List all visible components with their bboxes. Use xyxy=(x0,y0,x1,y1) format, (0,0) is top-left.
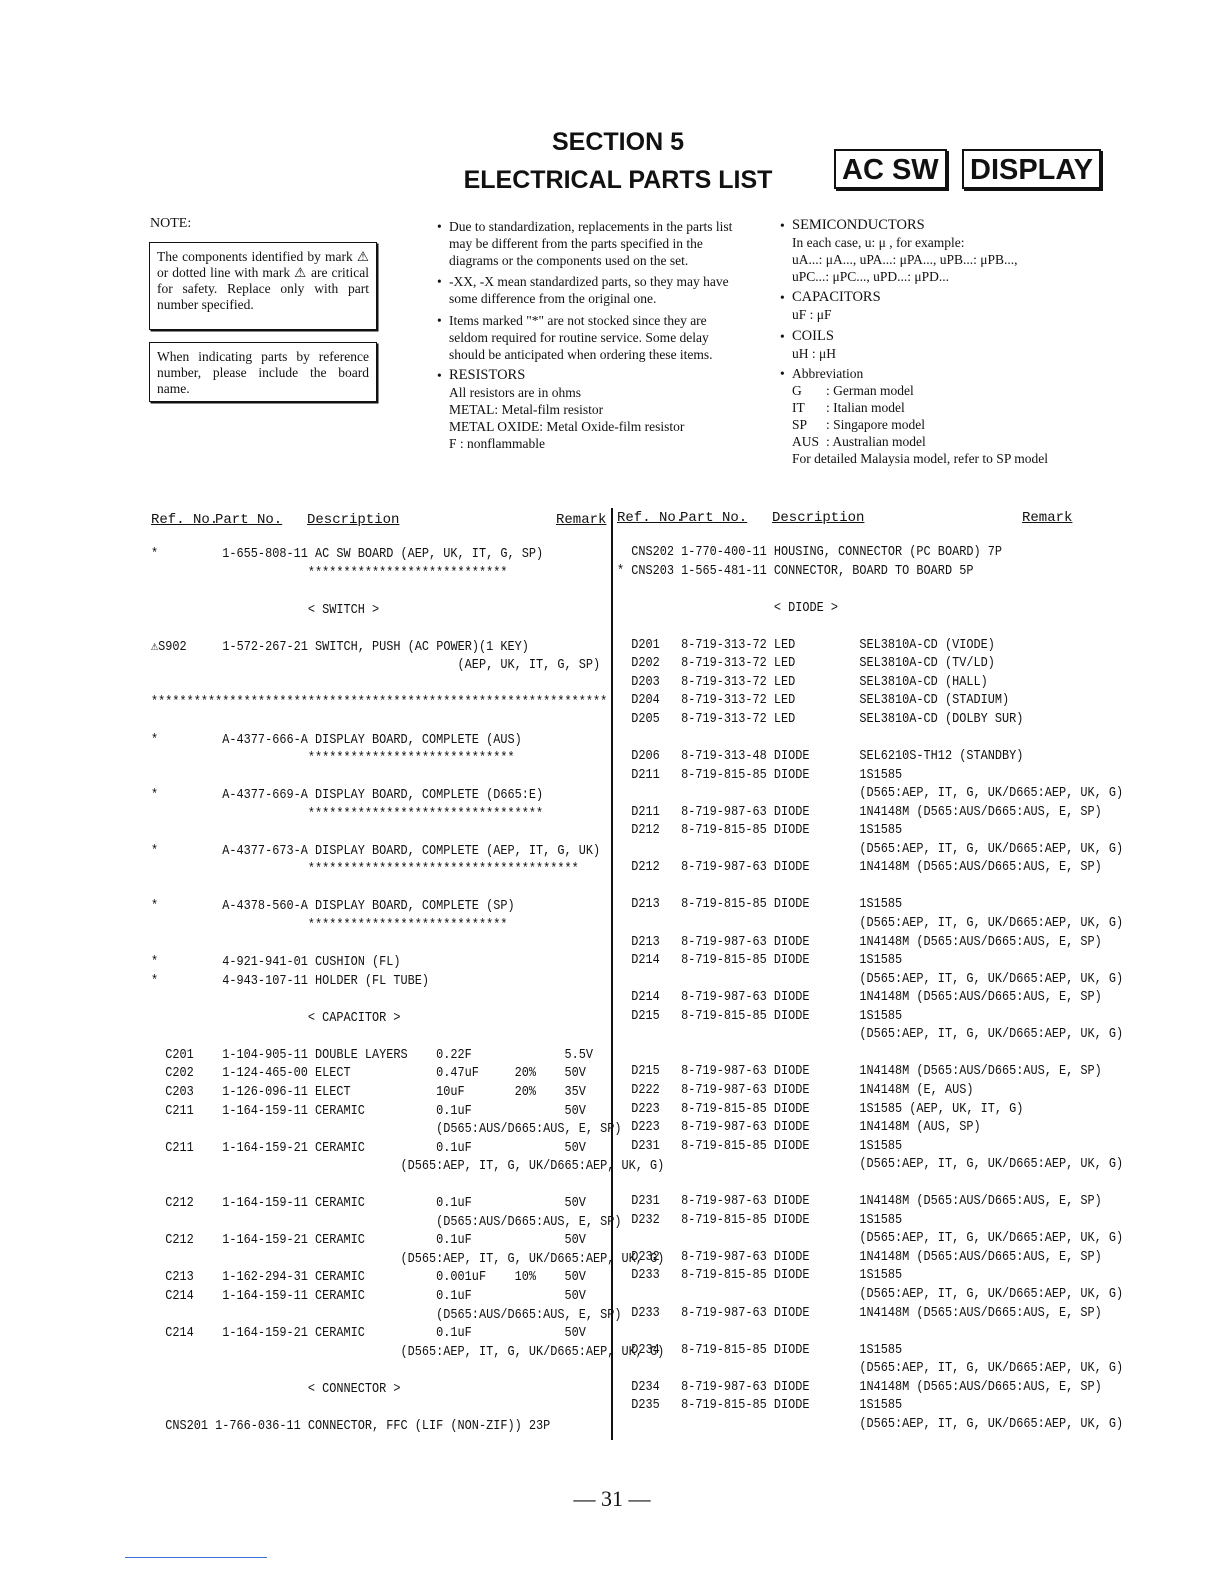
col-part-right: Part No. xyxy=(680,510,748,526)
table-row: * A-4377-669-A DISPLAY BOARD, COMPLETE (D665:E) xyxy=(151,788,544,804)
table-row: (D565:AEP, IT, G, UK/D665:AEP, UK, G) xyxy=(617,1027,1124,1043)
safety-note-box: The components identified by mark ⚠ or dotted line with mark ⚠ are critical for safety. Replace only with part number specified. xyxy=(149,242,377,330)
tag-display: DISPLAY xyxy=(962,149,1101,189)
table-row: (D565:AEP, IT, G, UK/D665:AEP, UK, G) xyxy=(617,786,1124,802)
abbreviation-note: • Abbreviation G : German model IT : Italian model SP : Singapore model AUS : Australian model For detailed Malaysia model, refer to SP model xyxy=(780,366,1048,466)
table-row: D203 8-719-313-72 LED SEL3810A-CD (HALL) xyxy=(617,674,988,690)
resistors-note: • RESISTORS All resistors are in ohms METAL: Metal-film resistor METAL OXIDE: Metal Oxide-film resistor F : nonflammable xyxy=(437,367,685,451)
table-row: D222 8-719-987-63 DIODE 1N4148M (E, AUS) xyxy=(617,1082,974,1098)
table-row: D232 8-719-987-63 DIODE 1N4148M (D565:AUS/D665:AUS, E, SP) xyxy=(617,1249,1102,1265)
table-row: (D565:AEP, IT, G, UK/D665:AEP, UK, G) xyxy=(617,916,1124,931)
coils-note: • COILS uH : μH xyxy=(780,328,836,361)
table-row: (D565:AEP, IT, G, UK/D665:AEP, UK, G) xyxy=(617,1287,1124,1302)
table-row: C211 1-164-159-11 CERAMIC 0.1uF 50V xyxy=(151,1103,586,1119)
table-row: D202 8-719-313-72 LED SEL3810A-CD (TV/LD) xyxy=(617,656,995,672)
table-row: < SWITCH > xyxy=(151,602,380,618)
table-row: D212 8-719-987-63 DIODE 1N4148M (D565:AUS/D665:AUS, E, SP) xyxy=(617,860,1102,876)
table-row: D233 8-719-815-85 DIODE 1S1585 xyxy=(617,1268,903,1284)
table-row: CNS201 1-766-036-11 CONNECTOR, FFC (LIF (NON-ZIF)) 23P xyxy=(151,1418,551,1434)
col-desc-right: Description xyxy=(772,510,865,526)
table-row: (D565:AEP, IT, G, UK/D665:AEP, UK, G) xyxy=(617,1361,1124,1377)
table-row: C202 1-124-465-00 ELECT 0.47uF 20% 50V xyxy=(151,1066,586,1082)
table-row: (D565:AEP, IT, G, UK/D665:AEP, UK, G) xyxy=(617,971,1124,987)
table-row: (D565:AUS/D665:AUS, E, SP) xyxy=(151,1214,622,1230)
table-row: D205 8-719-313-72 LED SEL3810A-CD (DOLBY SUR) xyxy=(617,711,1024,727)
table-row: * 4-943-107-11 HOLDER (FL TUBE) xyxy=(151,973,430,989)
table-row: < CAPACITOR > xyxy=(151,1010,401,1026)
table-row: D215 8-719-987-63 DIODE 1N4148M (D565:AUS/D665:AUS, E, SP) xyxy=(617,1064,1102,1080)
table-row: * A-4377-673-A DISPLAY BOARD, COMPLETE (AEP, IT, G, UK) xyxy=(151,843,601,859)
table-row: C214 1-164-159-21 CERAMIC 0.1uF 50V xyxy=(151,1326,586,1342)
bottom-rule xyxy=(125,1557,267,1558)
table-row: D231 8-719-987-63 DIODE 1N4148M (D565:AUS/D665:AUS, E, SP) xyxy=(617,1194,1102,1210)
table-row: ⚠S902 1-572-267-21 SWITCH, PUSH (AC POWER)(1 KEY) xyxy=(151,639,529,655)
table-row: < DIODE > xyxy=(617,600,839,616)
table-row: (D565:AEP, IT, G, UK/D665:AEP, UK, G) xyxy=(617,1157,1124,1173)
table-row: D214 8-719-987-63 DIODE 1N4148M (D565:AUS/D665:AUS, E, SP) xyxy=(617,990,1102,1006)
col-ref-left: Ref. No. xyxy=(151,512,219,528)
table-row: (AEP, UK, IT, G, SP) xyxy=(151,658,601,674)
table-row: D231 8-719-815-85 DIODE 1S1585 xyxy=(617,1138,903,1154)
suffix-note: • -XX, -X mean standardized parts, so they may have some difference from the original one. xyxy=(437,274,729,306)
tag-ac-sw: AC SW xyxy=(834,149,947,189)
table-row: * 4-921-941-01 CUSHION (FL) xyxy=(151,955,401,971)
page-title: ELECTRICAL PARTS LIST xyxy=(463,166,773,194)
table-row: (D565:AEP, IT, G, UK/D665:AEP, UK, G) xyxy=(151,1159,665,1175)
table-row: * A-4378-560-A DISPLAY BOARD, COMPLETE (SP) xyxy=(151,899,515,915)
table-row: ***************************** xyxy=(151,751,515,767)
standardization-note: • Due to standardization, replacements in the parts list may be different from the parts specified in the diagrams or the components used on the set. xyxy=(437,219,733,268)
table-row: (D565:AEP, IT, G, UK/D665:AEP, UK, G) xyxy=(617,841,1124,857)
table-row: D234 8-719-815-85 DIODE 1S1585 xyxy=(617,1342,903,1358)
table-row: C212 1-164-159-21 CERAMIC 0.1uF 50V xyxy=(151,1233,586,1249)
semiconductors-note: • SEMICONDUCTORS In each case, u: μ , for example: uA...: μA..., uPA...: μPA..., uPB...: μPB..., uPC...: μPC..., uPD...: μPD... xyxy=(780,217,1018,284)
col-part-left: Part No. xyxy=(215,512,283,528)
table-row: **************************** xyxy=(151,918,508,933)
table-row: C203 1-126-096-11 ELECT 10uF 20% 35V xyxy=(151,1084,586,1100)
table-row: D204 8-719-313-72 LED SEL3810A-CD (STADIUM) xyxy=(617,693,1010,709)
col-remark-left: Remark xyxy=(556,512,607,528)
table-row: D212 8-719-815-85 DIODE 1S1585 xyxy=(617,823,903,839)
unstocked-note: • Items marked "*" are not stocked since they are seldom required for routine service. Some delay should be anticipated when ordering these items. xyxy=(437,313,713,362)
column-divider xyxy=(611,508,613,1440)
table-row: D211 8-719-815-85 DIODE 1S1585 xyxy=(617,767,903,783)
table-row: C213 1-162-294-31 CERAMIC 0.001uF 10% 50V xyxy=(151,1270,586,1286)
table-row: (D565:AEP, IT, G, UK/D665:AEP, UK, G) xyxy=(617,1231,1124,1247)
table-row: C214 1-164-159-11 CERAMIC 0.1uF 50V xyxy=(151,1289,586,1304)
table-row: * CNS203 1-565-481-11 CONNECTOR, BOARD TO BOARD 5P xyxy=(617,563,974,579)
table-row: **************************** xyxy=(151,565,508,581)
col-remark-right: Remark xyxy=(1022,510,1073,526)
table-row: C212 1-164-159-11 CERAMIC 0.1uF 50V xyxy=(151,1196,586,1212)
section-number: SECTION 5 xyxy=(552,128,684,156)
table-row: (D565:AUS/D665:AUS, E, SP) xyxy=(151,1307,622,1323)
table-row: D213 8-719-815-85 DIODE 1S1585 xyxy=(617,897,903,913)
table-row: D213 8-719-987-63 DIODE 1N4148M (D565:AUS/D665:AUS, E, SP) xyxy=(617,934,1102,950)
table-row: D223 8-719-815-85 DIODE 1S1585 (AEP, UK, IT, G) xyxy=(617,1101,1024,1117)
table-row: D201 8-719-313-72 LED SEL3810A-CD (VIODE) xyxy=(617,637,995,653)
table-row: ************************************** xyxy=(151,862,579,878)
table-row: **************************************************************** xyxy=(151,695,608,711)
table-row: (D565:AEP, IT, G, UK/D665:AEP, UK, G) xyxy=(151,1251,665,1267)
table-row: D211 8-719-987-63 DIODE 1N4148M (D565:AUS/D665:AUS, E, SP) xyxy=(617,804,1102,820)
note-label: NOTE: xyxy=(150,216,192,231)
table-row: D215 8-719-815-85 DIODE 1S1585 xyxy=(617,1008,903,1024)
table-row: C201 1-104-905-11 DOUBLE LAYERS 0.22F 5.5V xyxy=(151,1047,594,1063)
table-row: D214 8-719-815-85 DIODE 1S1585 xyxy=(617,953,903,969)
table-row: D234 8-719-987-63 DIODE 1N4148M (D565:AUS/D665:AUS, E, SP) xyxy=(617,1379,1102,1395)
table-row: CNS202 1-770-400-11 HOUSING, CONNECTOR (PC BOARD) 7P xyxy=(617,545,1002,560)
col-ref-right: Ref. No. xyxy=(617,510,685,526)
table-row: D233 8-719-987-63 DIODE 1N4148M (D565:AUS/D665:AUS, E, SP) xyxy=(617,1305,1102,1321)
reference-note-box: When indicating parts by reference number, please include the board name. xyxy=(149,342,377,402)
table-row: ********************************* xyxy=(151,806,544,822)
table-row: < CONNECTOR > xyxy=(151,1381,401,1397)
table-row: (D565:AEP, IT, G, UK/D665:AEP, UK, G) xyxy=(151,1344,665,1360)
table-row: D206 8-719-313-48 DIODE SEL6210S-TH12 (STANDBY) xyxy=(617,749,1024,765)
table-row: C211 1-164-159-21 CERAMIC 0.1uF 50V xyxy=(151,1140,586,1156)
table-row: D232 8-719-815-85 DIODE 1S1585 xyxy=(617,1212,903,1228)
capacitors-note: • CAPACITORS uF : μF xyxy=(780,289,881,322)
table-row: D223 8-719-987-63 DIODE 1N4148M (AUS, SP) xyxy=(617,1120,981,1136)
page-number: — 31 — xyxy=(573,1486,651,1511)
table-row: (D565:AEP, IT, G, UK/D665:AEP, UK, G) xyxy=(617,1416,1124,1432)
table-row: * A-4377-666-A DISPLAY BOARD, COMPLETE (AUS) xyxy=(151,732,522,748)
table-row: (D565:AUS/D665:AUS, E, SP) xyxy=(151,1122,622,1138)
table-row: D235 8-719-815-85 DIODE 1S1585 xyxy=(617,1398,903,1414)
col-desc-left: Description xyxy=(307,512,400,528)
table-row: * 1-655-808-11 AC SW BOARD (AEP, UK, IT, G, SP) xyxy=(151,547,544,562)
